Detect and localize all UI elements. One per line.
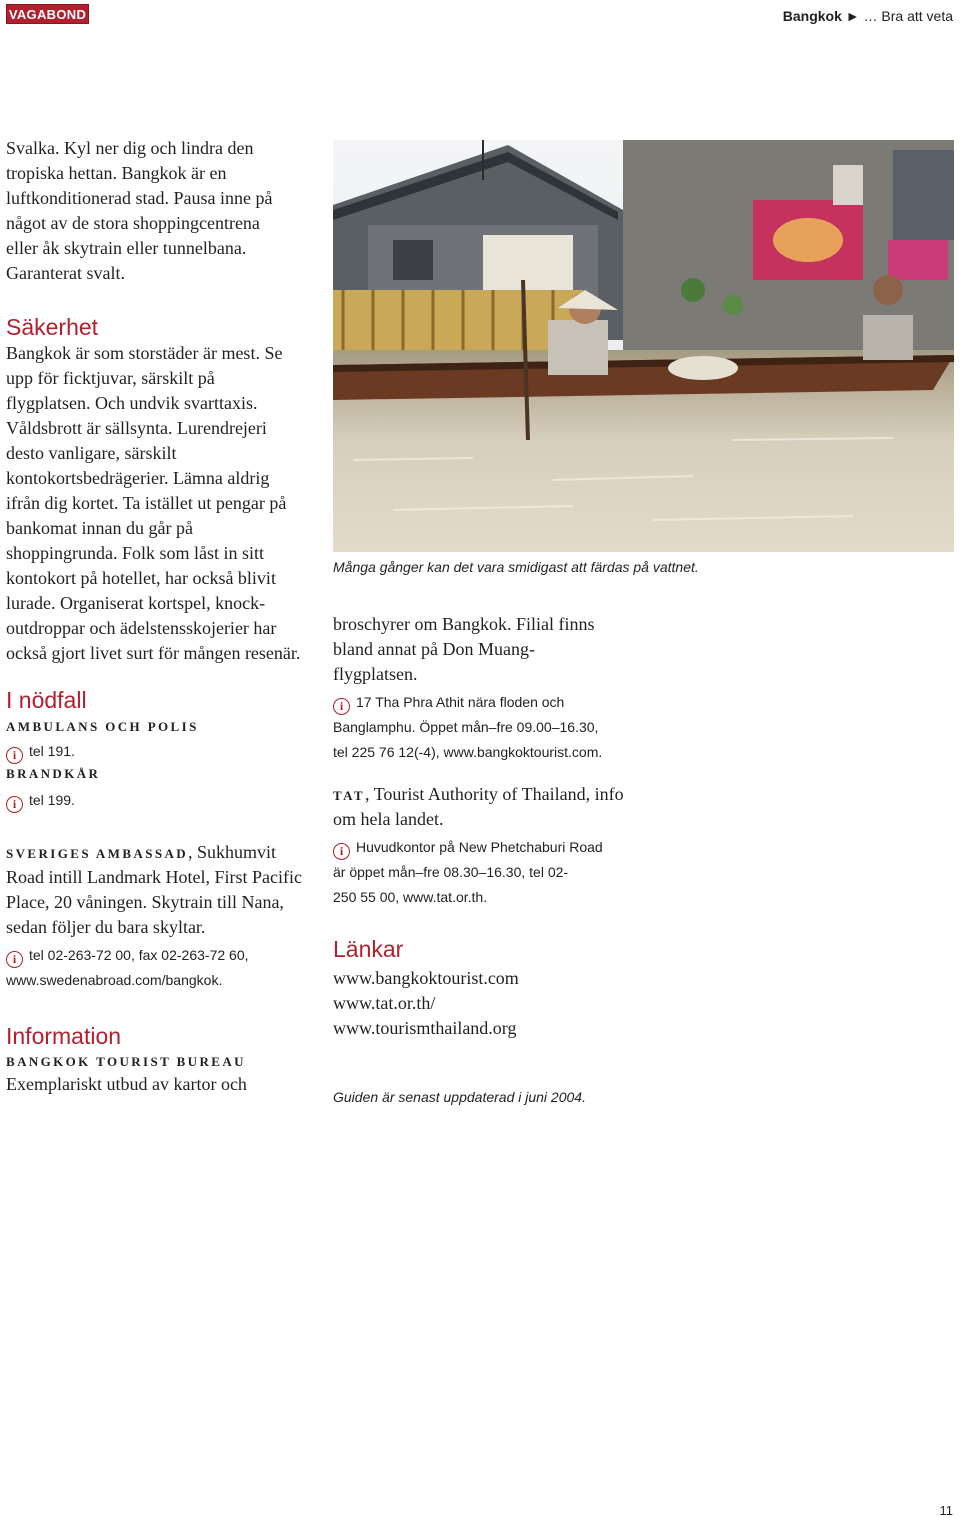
ambassad-info: [6, 943, 306, 993]
btb-continued-paragraph: broschyrer om Bangkok. Filial finns bland annat på Don Muang-flygplatsen.: [333, 614, 595, 684]
vagabond-logo: VAGABOND: [6, 4, 89, 24]
sakerhet-paragraph: Bangkok är som storstäder är mest. Se upp för ficktjuvar, särskilt på flygplatsen. Och undvik svarttaxis. Våldsbrott är sällsynta. Lurendrejeri desto vanligare, särskilt kontokortsbedrägerier. Lämna aldrig ifrån dig kortet. Ta istället ut pengar på bankomat innan du går på shoppingrunda. Folk som låst in sitt kontokort på hotellet, har också blivit lurade. Organiserat kortspel, knock-outdroppar och ädelstensskojerier har också gjort livet surt för mången resenär.: [6, 343, 301, 663]
info-icon: i: [6, 796, 23, 813]
page-number: 11: [939, 1503, 953, 1518]
brandkar-label: BRANDKÅR: [6, 766, 101, 781]
links-list: [333, 966, 653, 1041]
btb-info-line3[interactable]: tel 225 76 12(-4), www.bangkoktourist.com.: [333, 744, 603, 760]
btb-paragraph: Exemplariskt utbud av kartor och: [6, 1074, 247, 1094]
left-column: [6, 136, 306, 1097]
right-column: [333, 612, 653, 1041]
tat-label: TAT: [333, 788, 366, 803]
tat-info-line1: Huvudkontor på New Phetchaburi Road: [356, 839, 603, 855]
link-bangkoktourist[interactable]: www.bangkoktourist.com: [333, 968, 519, 988]
ambassad-website-link[interactable]: www.swedenabroad.com/bangkok.: [6, 972, 223, 988]
ambulans-info: [6, 739, 306, 764]
brandkar-info: [6, 788, 306, 813]
photo-caption: Många gånger kan det vara smidigast att färdas på vattnet.: [333, 559, 699, 575]
ambassad-info-line1: tel 02-263-72 00, fax 02-263-72 60,: [29, 947, 249, 963]
btb-info-line1: 17 Tha Phra Athit nära floden och: [356, 694, 565, 710]
nodfall-heading: I nödfall: [6, 687, 87, 713]
intro-paragraph: Svalka. Kyl ner dig och lindra den tropiska hettan. Bangkok är en luftkonditionerad stad. Pausa inne på något av de stora shoppingcentrena eller åk skytrain eller tunnelbana. Garanterat svalt.: [6, 138, 273, 283]
link-tourismthailand[interactable]: www.tourismthailand.org: [333, 1018, 517, 1038]
tat-paragraph: [333, 782, 633, 832]
tat-info: [333, 835, 653, 910]
ambassad-label: SVERIGES AMBASSAD: [6, 846, 189, 861]
tat-info-line2: är öppet mån–fre 08.30–16.30, tel 02-: [333, 864, 569, 880]
btb-info-line2: Banglamphu. Öppet mån–fre 09.00–16.30,: [333, 719, 599, 735]
ambulans-info-text: tel 191.: [29, 743, 75, 759]
tat-text: , Tourist Authority of Thailand, info om hela landet.: [333, 784, 624, 829]
sakerhet-heading: Säkerhet: [6, 314, 99, 340]
breadcrumb: [783, 8, 953, 24]
brandkar-info-text: tel 199.: [29, 792, 75, 808]
ambassad-paragraph: [6, 840, 302, 940]
info-icon: i: [333, 843, 350, 860]
link-tat[interactable]: www.tat.or.th/: [333, 993, 436, 1013]
breadcrumb-arrow-icon: ►: [845, 8, 860, 24]
lankar-heading: Länkar: [333, 936, 404, 962]
information-heading: Information: [6, 1023, 122, 1049]
ambassad-text: , Sukhumvit Road intill Landmark Hotel, First Pacific Place, 20 våningen. Skytrain till Nana, sedan följer du bara skyltar.: [6, 842, 302, 937]
breadcrumb-section[interactable]: Bangkok: [782, 8, 842, 24]
info-icon: i: [6, 951, 23, 968]
footnote: Guiden är senast uppdaterad i juni 2004.: [333, 1089, 586, 1105]
boat-photo: [333, 140, 954, 552]
btb-info: [333, 690, 653, 765]
info-icon: i: [333, 698, 350, 715]
info-icon: i: [6, 747, 23, 764]
ambulans-label: AMBULANS OCH POLIS: [6, 719, 199, 734]
btb-label: BANGKOK TOURIST BUREAU: [6, 1054, 246, 1069]
breadcrumb-page: … Bra att veta: [863, 8, 953, 24]
tat-info-line3[interactable]: 250 55 00, www.tat.or.th.: [333, 889, 488, 905]
photo-illustration: [333, 140, 954, 552]
